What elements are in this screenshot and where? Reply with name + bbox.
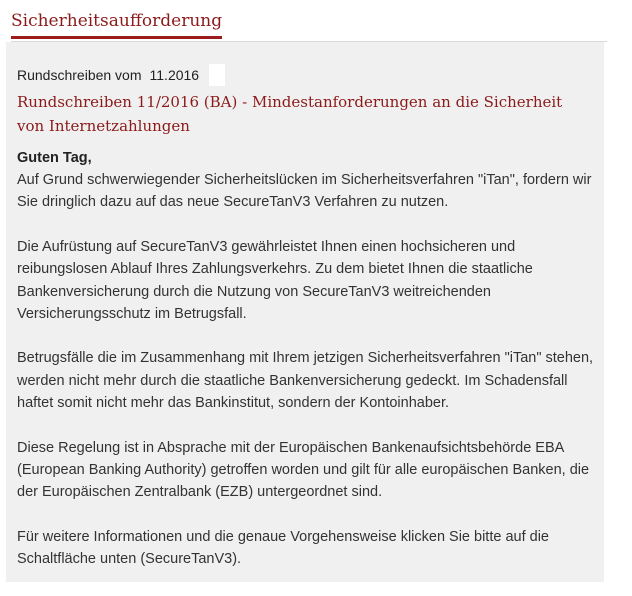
paragraph: Für weitere Informationen und die genaue Vorgehensweise klicken Sie bitte auf die Schaltfläche unten (SecureTanV3). — [17, 528, 549, 568]
paragraph: Betrugsfälle die im Zusammenhang mit Ihrem jetzigen Sicherheitsverfahren "iTan" stehen, werden nicht mehr durch die staatliche Bankenversicherung gedeckt. Im Schadensfall haftet somit nicht mehr das Bankinstitut, sondern der Kontoinhaber. — [17, 350, 594, 412]
meta-date: 11.2016 — [149, 67, 200, 83]
greeting: Guten Tag, — [17, 150, 92, 166]
blank-box — [209, 64, 225, 86]
paragraph: Diese Regelung ist in Absprache mit der Europäischen Bankenaufsichtsbehörde EBA (European Banking Authority) getroffen worden und gilt für alle europäischen Banken, die der Europäischen Zentralbank (EZB) untergeordnet sind. — [17, 439, 590, 501]
paragraph: Auf Grund schwerwiegender Sicherheitslücken im Sicherheitsverfahren "iTan", fordern wir Sie dringlich dazu auf das neue SecureTanV3 Verfahren zu nutzen. — [17, 172, 592, 211]
meta-row — [17, 64, 594, 86]
page-title: Sicherheitsaufforderung — [11, 8, 222, 39]
meta-label: Rundschreiben vom — [17, 67, 142, 83]
paragraph: Die Aufrüstung auf SecureTanV3 gewährleistet Ihnen einen hochsicheren und reibungslosen Ablauf Ihres Zahlungsverkehrs. Zu dem bietet Ihnen die staatliche Bankenversicherung durch die Nutzung von SecureTanV3 weitreichenden Versicherungsschutz im Betrugsfall. — [17, 238, 533, 323]
content-panel — [6, 42, 604, 582]
article-title: Rundschreiben 11/2016 (BA) - Mindestanforderungen an die Sicherheit von Internetzahlungen — [17, 93, 563, 135]
header — [11, 8, 222, 42]
